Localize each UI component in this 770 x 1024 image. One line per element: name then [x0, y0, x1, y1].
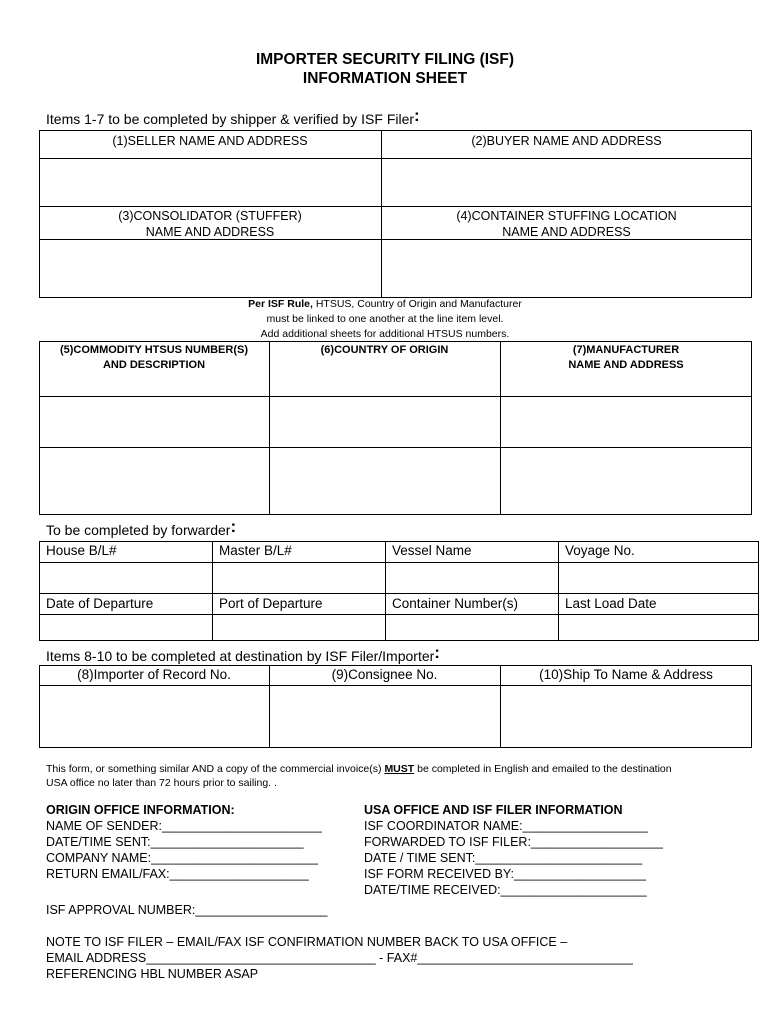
- master-bl-field[interactable]: [214, 564, 383, 592]
- isf-rule-line3: Add additional sheets for additional HTSUS numbers.: [260, 328, 510, 340]
- notice-line2: USA office no later than 72 hours prior to sailing. .: [46, 777, 277, 789]
- origin-office-heading: ORIGIN OFFICE INFORMATION:: [46, 803, 235, 817]
- date-time-received-field[interactable]: DATE/TIME RECEIVED:_____________________: [364, 883, 647, 897]
- manufacturer-header: (7)MANUFACTURER NAME AND ADDRESS: [568, 344, 684, 371]
- name-of-sender-field[interactable]: NAME OF SENDER:_______________________: [46, 819, 322, 833]
- forwarder-row-line: [39, 593, 759, 594]
- destination-row-line: [39, 685, 752, 686]
- last-load-date-label: Last Load Date: [565, 596, 657, 611]
- commodity-cell[interactable]: [41, 398, 267, 445]
- manufacturer-cell[interactable]: [502, 398, 750, 445]
- port-of-departure-field[interactable]: [214, 616, 383, 639]
- importer-of-record-label: (8)Importer of Record No.: [77, 667, 231, 682]
- country-of-origin-header: (6)COUNTRY OF ORIGIN: [320, 344, 449, 356]
- consolidator-field[interactable]: [41, 241, 379, 296]
- country-cell[interactable]: [271, 398, 498, 445]
- forwarder-col-divider: [385, 541, 386, 641]
- form-title-line2: INFORMATION SHEET: [302, 70, 468, 87]
- date-of-departure-label: Date of Departure: [46, 596, 154, 611]
- house-bl-field[interactable]: [41, 564, 210, 592]
- country-cell[interactable]: [271, 449, 498, 513]
- seller-field[interactable]: [41, 160, 379, 204]
- company-name-field[interactable]: COMPANY NAME:________________________: [46, 851, 318, 865]
- voyage-no-field[interactable]: [560, 564, 757, 592]
- shipper-row-line: [39, 206, 752, 207]
- commodity-htsus-header: (5)COMMODITY HTSUS NUMBER(S) AND DESCRIPTION: [59, 344, 248, 371]
- usa-date-time-sent-field[interactable]: DATE / TIME SENT:________________________: [364, 851, 643, 865]
- port-of-departure-label: Port of Departure: [219, 596, 323, 611]
- ship-to-field[interactable]: [502, 687, 750, 746]
- last-load-date-field[interactable]: [560, 616, 757, 639]
- voyage-no-label: Voyage No.: [565, 543, 635, 558]
- forwarded-to-isf-filer-field[interactable]: FORWARDED TO ISF FILER:___________________: [364, 835, 664, 849]
- container-numbers-label: Container Number(s): [392, 596, 519, 611]
- date-of-departure-field[interactable]: [41, 616, 210, 639]
- note-line1: NOTE TO ISF FILER – EMAIL/FAX ISF CONFIRMATION NUMBER BACK TO USA OFFICE –: [46, 935, 568, 949]
- buyer-label: (2)BUYER NAME AND ADDRESS: [471, 134, 662, 148]
- consolidator-label: (3)CONSOLIDATOR (STUFFER) NAME AND ADDRESS: [118, 209, 302, 239]
- manufacturer-cell[interactable]: [502, 449, 750, 513]
- destination-section-heading: Items 8-10 to be completed at destination by ISF Filer/Importer:: [46, 643, 440, 664]
- consignee-no-label: (9)Consignee No.: [331, 667, 438, 682]
- commodity-row-line: [39, 447, 752, 448]
- form-title-line1: IMPORTER SECURITY FILING (ISF): [255, 51, 515, 68]
- date-time-sent-field[interactable]: DATE/TIME SENT:______________________: [46, 835, 304, 849]
- stuffing-location-field[interactable]: [383, 241, 750, 296]
- notice-line1: This form, or something similar AND a copy of the commercial invoice(s) MUST be completed in English and emailed to the destination: [46, 763, 672, 775]
- vessel-name-label: Vessel Name: [392, 543, 472, 558]
- commodity-cell[interactable]: [41, 449, 267, 513]
- isf-rule-line2: must be linked to one another at the line item level.: [266, 313, 504, 325]
- importer-of-record-field[interactable]: [41, 687, 267, 746]
- ship-to-label: (10)Ship To Name & Address: [539, 667, 713, 682]
- house-bl-label: House B/L#: [46, 543, 117, 558]
- note-line3: REFERENCING HBL NUMBER ASAP: [46, 967, 259, 981]
- isf-rule-line1: Per ISF Rule, HTSUS, Country of Origin and Manufacturer: [248, 298, 522, 310]
- note-email-fax-line[interactable]: EMAIL ADDRESS_________________________________ - FAX#_______________________________: [46, 951, 633, 965]
- seller-label: (1)SELLER NAME AND ADDRESS: [112, 134, 308, 148]
- buyer-field[interactable]: [383, 160, 750, 204]
- shipper-row-line: [39, 158, 752, 159]
- isf-coordinator-name-field[interactable]: ISF COORDINATOR NAME:__________________: [364, 819, 648, 833]
- master-bl-label: Master B/L#: [219, 543, 292, 558]
- consignee-no-field[interactable]: [271, 687, 498, 746]
- return-email-fax-field[interactable]: RETURN EMAIL/FAX:____________________: [46, 867, 309, 881]
- vessel-name-field[interactable]: [387, 564, 556, 592]
- forwarder-section-heading: To be completed by forwarder:: [46, 517, 237, 538]
- forwarder-col-divider: [212, 541, 213, 641]
- container-numbers-field[interactable]: [387, 616, 556, 639]
- forwarder-col-divider: [558, 541, 559, 641]
- commodity-row-line: [39, 396, 752, 397]
- forwarder-row-line: [39, 614, 759, 615]
- isf-form-received-by-field[interactable]: ISF FORM RECEIVED BY:___________________: [364, 867, 647, 881]
- usa-office-heading: USA OFFICE AND ISF FILER INFORMATION: [364, 803, 623, 817]
- commodity-col-divider: [269, 341, 270, 515]
- shipper-section-heading: Items 1-7 to be completed by shipper & verified by ISF Filer:: [46, 106, 420, 127]
- stuffing-location-label: (4)CONTAINER STUFFING LOCATION NAME AND ADDRESS: [456, 209, 677, 239]
- isf-approval-number-field[interactable]: ISF APPROVAL NUMBER:___________________: [46, 903, 328, 917]
- forwarder-row-line: [39, 562, 759, 563]
